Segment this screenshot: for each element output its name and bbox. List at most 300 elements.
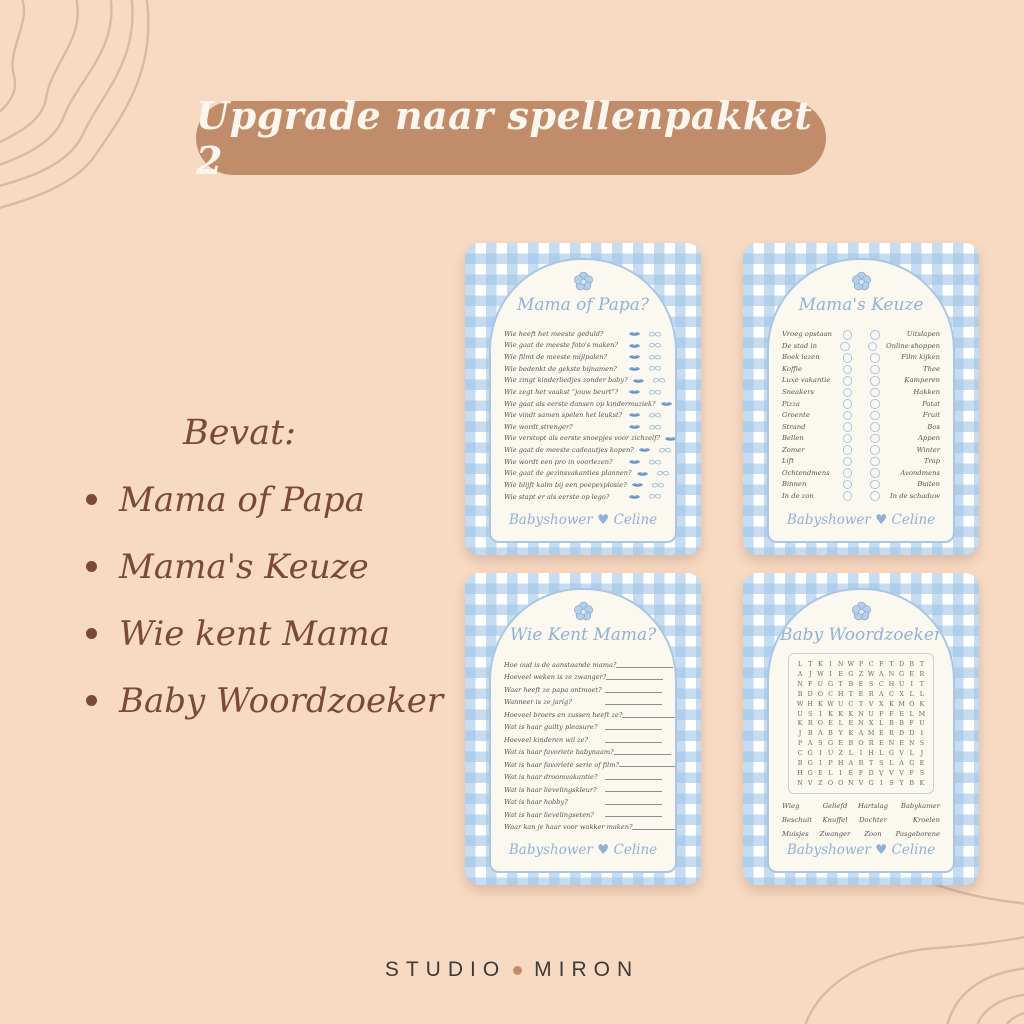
question-row (504, 712, 662, 719)
grid-letter: K (817, 659, 823, 668)
choice-right-label: Appen (917, 434, 940, 443)
grid-letter: I (859, 749, 863, 758)
grid-letter: I (910, 679, 914, 688)
question-text: Wie gaat als eerste dansen op kindermuziek? (504, 399, 656, 408)
answer-line (605, 704, 662, 705)
lips-icon (628, 388, 641, 396)
grid-letter: C (868, 659, 874, 668)
grid-letter: N (837, 659, 844, 668)
mustache-icon (648, 459, 662, 466)
grid-letter: V (858, 779, 864, 788)
package-item-label: Wie kent Mama (119, 613, 390, 654)
grid-letter: L (909, 749, 914, 758)
grid-letter: U (898, 679, 905, 688)
search-word: Beschuit (782, 816, 812, 824)
brand-miron: MIRON (534, 958, 640, 981)
grid-letter: C (848, 699, 854, 708)
grid-letter: G (848, 669, 854, 678)
search-word: Hartslag (857, 802, 888, 810)
choice-circle-right (870, 434, 880, 444)
grid-letter: C (828, 689, 833, 698)
grid-letter: O (827, 779, 834, 788)
question-text: Waar heeft ze papa ontmoet? (504, 685, 602, 694)
answer-icons (664, 435, 677, 443)
card-title: Baby Woordzoeker (779, 625, 943, 645)
question-row (504, 724, 662, 731)
question-row (504, 411, 662, 419)
grid-letter: S (919, 739, 925, 748)
list-item (86, 614, 443, 653)
lips-icon (664, 435, 677, 443)
grid-letter: J (920, 749, 924, 758)
choice-left-label: Strand (782, 422, 806, 431)
answer-icons (628, 458, 662, 466)
grid-letter: G (827, 739, 834, 748)
choice-left-label: In de zon (782, 491, 814, 500)
answer-icons (628, 493, 662, 501)
grid-letter: Z (858, 669, 864, 678)
grid-letter: L (909, 709, 914, 718)
mustache-icon (648, 424, 662, 431)
answer-icons (628, 365, 662, 373)
grid-letter: L (879, 749, 884, 758)
question-row (504, 400, 662, 408)
grid-letter: L (828, 769, 833, 778)
grid-letter: S (889, 779, 894, 788)
choice-circle-left (843, 457, 853, 467)
grid-letter: J (808, 669, 812, 678)
answer-icons (638, 446, 672, 454)
grid-letter: I (819, 749, 822, 758)
grid-letter: T (889, 659, 894, 668)
choice-circle-left (840, 342, 850, 352)
lips-icon (628, 493, 641, 501)
question-text: Wat is haar lievelingskleur? (504, 785, 597, 794)
search-word: Zwanger (819, 830, 851, 838)
grid-letter: L (879, 719, 884, 728)
answer-line (605, 816, 662, 817)
answer-line (605, 779, 662, 780)
answer-icons (628, 388, 662, 396)
choice-right-label: Fruit (922, 411, 940, 420)
lips-icon (628, 353, 641, 361)
mustache-icon (656, 470, 670, 477)
package-item-label: Mama's Keuze (119, 546, 369, 587)
choice-circle-right (870, 445, 880, 455)
question-row (504, 388, 662, 396)
lips-icon (632, 377, 645, 385)
question-row (504, 812, 662, 819)
grid-letter: V (899, 749, 904, 758)
question-text: Wie bedenkt de gekste bijnamen? (504, 364, 617, 373)
grid-letter: E (909, 669, 915, 678)
grid-letter: F (879, 659, 884, 668)
grid-letter: V (868, 699, 874, 708)
grid-letter: K (838, 709, 844, 718)
question-text: Wie wordt een pro in voorlezen? (504, 457, 613, 466)
choice-circle-right (870, 457, 880, 467)
answer-line (622, 717, 677, 718)
choice-left-label: Lift (782, 457, 794, 466)
question-row (504, 699, 662, 706)
question-text: Wat is haar guilty pleasure? (504, 723, 598, 732)
grid-letter: Z (838, 749, 843, 758)
grid-letter: I (839, 769, 842, 778)
lips-icon (628, 423, 641, 431)
mustache-icon (648, 412, 662, 419)
card-panel (767, 588, 955, 873)
grid-letter: L (919, 689, 925, 698)
grid-letter: X (879, 699, 884, 708)
grid-letter: R (919, 669, 925, 678)
grid-letter: W (817, 669, 824, 678)
wie-kent-mama-questions (504, 662, 662, 831)
answer-line (614, 754, 671, 755)
grid-letter: Y (838, 729, 843, 738)
grid-letter: D (807, 689, 813, 698)
grid-letter: K (817, 699, 823, 708)
card-footer: Babyshower ♥ Celine (508, 842, 658, 858)
grid-letter: O (909, 699, 915, 708)
game-card-wie-kent-mama (465, 573, 701, 885)
question-row (504, 365, 662, 373)
grid-letter: N (848, 779, 854, 788)
choice-circle-left (843, 376, 853, 386)
question-row (504, 799, 662, 806)
grid-letter: U (817, 679, 824, 688)
choice-row (782, 422, 940, 432)
word-search-words (782, 802, 940, 838)
choice-circle-right (870, 480, 880, 490)
choice-circle-left (843, 353, 853, 363)
question-text: Waar kan je haar voor wakker maken? (504, 823, 633, 832)
grid-letter: E (858, 679, 864, 688)
grid-letter: B (909, 659, 915, 668)
grid-letter: I (819, 709, 822, 718)
question-row (504, 377, 662, 385)
lips-icon (628, 330, 641, 338)
grid-letter: I (819, 759, 822, 768)
grid-letter: M (918, 709, 926, 718)
choice-right-label: Film kijken (901, 353, 940, 362)
grid-letter: C (797, 749, 803, 758)
bullet-dot-icon (86, 695, 97, 706)
lips-icon (631, 481, 644, 489)
answer-line (616, 667, 673, 668)
grid-letter: L (848, 749, 853, 758)
grid-letter: M (898, 699, 905, 708)
grid-letter: I (920, 729, 924, 738)
grid-letter: D (899, 659, 905, 668)
choice-left-label: Binnen (782, 480, 807, 489)
grid-letter: F (858, 769, 864, 778)
choice-left-label: Ochtendmens (782, 468, 830, 477)
grid-letter: E (878, 729, 884, 738)
question-text: Hoeveel weken is ze zwanger? (504, 673, 607, 682)
question-text: Wat is haar droomvakantie? (504, 773, 598, 782)
search-word: Babykamer (900, 802, 940, 810)
grid-letter: H (888, 679, 895, 688)
search-word: Zoon (864, 830, 882, 838)
choice-right-label: Kamperen (904, 376, 940, 385)
grid-letter: E (919, 759, 925, 768)
grid-letter: I (829, 669, 832, 678)
grid-letter: G (899, 669, 905, 678)
grid-letter: F (909, 719, 914, 728)
choice-circle-left (843, 411, 853, 421)
grid-letter: U (837, 699, 844, 708)
choice-row (782, 376, 940, 386)
question-text: Wat is haar favoriete serie of film? (504, 760, 620, 769)
grid-letter: L (797, 659, 803, 668)
question-text: Wat is haar favoriete babynaam? (504, 748, 614, 757)
question-row (504, 737, 662, 744)
question-row (504, 458, 662, 466)
grid-letter: D (909, 729, 915, 738)
answer-icons (628, 423, 662, 431)
question-text: Wie gaat de meeste cadeautjes kopen? (504, 446, 634, 455)
grid-letter: H (837, 759, 844, 768)
grid-letter: A (807, 739, 813, 748)
bullet-dot-icon (86, 494, 97, 505)
grid-letter: S (808, 709, 813, 718)
grid-letter: H (837, 689, 844, 698)
choice-left-label: Vroeg opstaan (782, 330, 832, 339)
answer-line (619, 766, 676, 767)
question-row (504, 342, 662, 350)
choice-left-label: Groente (782, 411, 810, 420)
grid-letter: H (807, 699, 813, 708)
grid-letter: W (827, 699, 834, 708)
question-row (504, 687, 662, 694)
choice-row (782, 434, 940, 444)
grid-letter: I (829, 659, 832, 668)
card-title: Mama's Keuze (798, 295, 924, 315)
search-word: Wieg (782, 802, 800, 810)
flower-icon (491, 600, 675, 623)
grid-letter: G (807, 749, 813, 758)
lips-icon (638, 446, 651, 454)
lips-icon (628, 342, 641, 350)
search-word: Pasgeborene (895, 830, 940, 838)
grid-letter: A (858, 729, 864, 738)
grid-letter: K (919, 699, 925, 708)
choice-circle-left (843, 445, 853, 455)
question-row (504, 824, 662, 831)
grid-letter: N (888, 669, 895, 678)
answer-line (632, 829, 677, 830)
grid-letter: U (797, 709, 803, 718)
card-title: Mama of Papa? (516, 295, 650, 315)
question-text: Wie gaat de gezinsvakanties plannen? (504, 469, 632, 478)
grid-letter: T (808, 659, 813, 668)
question-text: Wie heeft het meeste geduld? (504, 329, 604, 338)
question-text: Wat is haar hobby? (504, 798, 568, 807)
grid-letter: E (858, 689, 864, 698)
question-text: Wie verstopt als eerste snoepjes voor zichzelf? (504, 434, 661, 443)
package-item-label: Mama of Papa (119, 479, 365, 520)
grid-letter: U (827, 749, 834, 758)
choice-right-label: Trap (923, 457, 940, 466)
choice-right-label: Bos (927, 422, 940, 431)
brand-studio: STUDIO (384, 958, 507, 981)
grid-letter: W (867, 669, 875, 678)
game-card-baby-woordzoeker (743, 573, 979, 885)
mustache-icon (648, 365, 662, 372)
grid-letter: N (888, 739, 895, 748)
card-panel (489, 588, 677, 873)
grid-letter: T (838, 679, 843, 688)
choice-circle-left (843, 422, 853, 432)
grid-letter: U (868, 709, 874, 718)
choice-circle-left (843, 330, 853, 340)
choice-left-label: De stad in (782, 341, 817, 350)
grid-letter: V (889, 769, 894, 778)
grid-letter: A (899, 759, 904, 768)
choice-left-label: Zomer (782, 445, 805, 454)
lips-icon (660, 400, 673, 408)
choice-right-label: Thee (923, 364, 940, 373)
grid-letter: C (889, 689, 894, 698)
question-row (504, 762, 662, 769)
mustache-icon (652, 377, 666, 384)
mustache-icon (658, 447, 672, 454)
grid-letter: N (797, 679, 803, 688)
grid-letter: R (858, 759, 864, 768)
package-contents-list (86, 480, 443, 720)
answer-line (605, 791, 662, 792)
grid-letter: K (797, 719, 803, 728)
answer-icons (632, 377, 666, 385)
search-word: Geliefd (822, 802, 848, 810)
grid-letter: T (858, 699, 864, 708)
question-text: Hoeveel kinderen wil ze? (504, 735, 589, 744)
choice-right-label: Winter (916, 445, 940, 454)
choice-right-label: In de schaduw (889, 491, 940, 500)
question-text: Wie gaat de meeste foto's maken? (504, 341, 619, 350)
question-text: Wie vindt samen spelen het leukst? (504, 411, 623, 420)
grid-letter: B (909, 779, 915, 788)
grid-letter: K (919, 779, 925, 788)
mustache-icon (648, 389, 662, 396)
brand-logo (0, 958, 1024, 982)
grid-letter: E (848, 769, 854, 778)
card-footer: Babyshower ♥ Celine (508, 512, 658, 528)
choice-left-label: Pizza (782, 399, 800, 408)
grid-letter: E (899, 709, 904, 718)
grid-letter: O (838, 779, 844, 788)
choice-row (782, 388, 940, 398)
choice-circle-right (870, 388, 880, 398)
grid-letter: A (818, 729, 823, 738)
grid-letter: T (919, 659, 925, 668)
choice-circle-right (870, 330, 880, 340)
search-word: Knuffel (822, 816, 848, 824)
grid-letter: B (797, 689, 803, 698)
grid-letter: R (868, 739, 874, 748)
question-text: Wie zingt kinderliedjes zonder baby? (504, 376, 628, 385)
grid-letter: A (848, 759, 854, 768)
grid-letter: L (889, 759, 894, 768)
grid-letter: N (797, 779, 803, 788)
answer-line (605, 692, 662, 693)
bullet-dot-icon (86, 561, 97, 572)
choice-row (782, 445, 940, 455)
grid-letter: N (908, 739, 915, 748)
list-item (86, 547, 443, 586)
grid-letter: G (807, 759, 813, 768)
promo-banner (196, 93, 826, 183)
mamas-keuze-rows (782, 330, 940, 501)
answer-line (605, 804, 662, 805)
grid-letter: L (838, 719, 843, 728)
choice-circle-right (868, 342, 878, 352)
grid-letter: G (807, 769, 813, 778)
flower-icon (491, 270, 675, 293)
question-text: Wie zegt het vaakst “jouw beurt”? (504, 387, 619, 396)
answer-icons (628, 353, 662, 361)
grid-letter: L (909, 689, 914, 698)
grid-letter: B (797, 759, 803, 768)
mustache-icon (648, 354, 662, 361)
grid-letter: B (889, 719, 894, 728)
grid-letter: W (796, 699, 804, 708)
grid-letter: G (868, 779, 874, 788)
grid-letter: U (919, 719, 925, 728)
question-row (504, 493, 662, 501)
grid-letter: J (798, 729, 802, 738)
flower-icon (769, 270, 953, 293)
grid-letter: O (858, 739, 864, 748)
choice-row (782, 468, 940, 478)
choice-right-label: Buiten (917, 480, 940, 489)
grid-letter: G (827, 679, 834, 688)
grid-letter: K (828, 709, 833, 718)
choice-left-label: Koffie (782, 364, 802, 373)
grid-letter: O (817, 719, 823, 728)
game-card-mamas-keuze (743, 243, 979, 555)
banner-title: Upgrade naar spellenpakket 2 (196, 93, 813, 183)
grid-letter: A (878, 689, 884, 698)
grid-letter: R (807, 719, 813, 728)
grid-letter: E (848, 719, 854, 728)
choice-circle-left (843, 468, 853, 478)
choice-left-label: Boek lezen (782, 353, 820, 362)
flower-icon (769, 600, 953, 623)
grid-letter: Z (818, 779, 823, 788)
grid-letter: M (867, 729, 875, 738)
grid-letter: A (797, 669, 803, 678)
grid-letter: R (889, 729, 894, 738)
search-word: Dochter (859, 816, 887, 824)
grid-letter: T (919, 679, 925, 688)
bullet-dot-icon (86, 628, 97, 639)
grid-letter: F (889, 709, 894, 718)
mustache-icon (648, 493, 662, 500)
choice-left-label: Luxe vakantie (782, 376, 831, 385)
grid-letter: K (848, 729, 854, 738)
choice-circle-left (843, 491, 853, 501)
card-panel (767, 258, 955, 543)
choice-right-label: Uitslapen (906, 330, 940, 339)
choice-row (782, 353, 940, 363)
grid-letter: W (847, 659, 855, 668)
mustache-icon (651, 482, 665, 489)
grid-letter: S (868, 679, 874, 688)
grid-letter: E (899, 739, 904, 748)
grid-letter: H (797, 769, 803, 778)
lips-icon (628, 365, 641, 373)
